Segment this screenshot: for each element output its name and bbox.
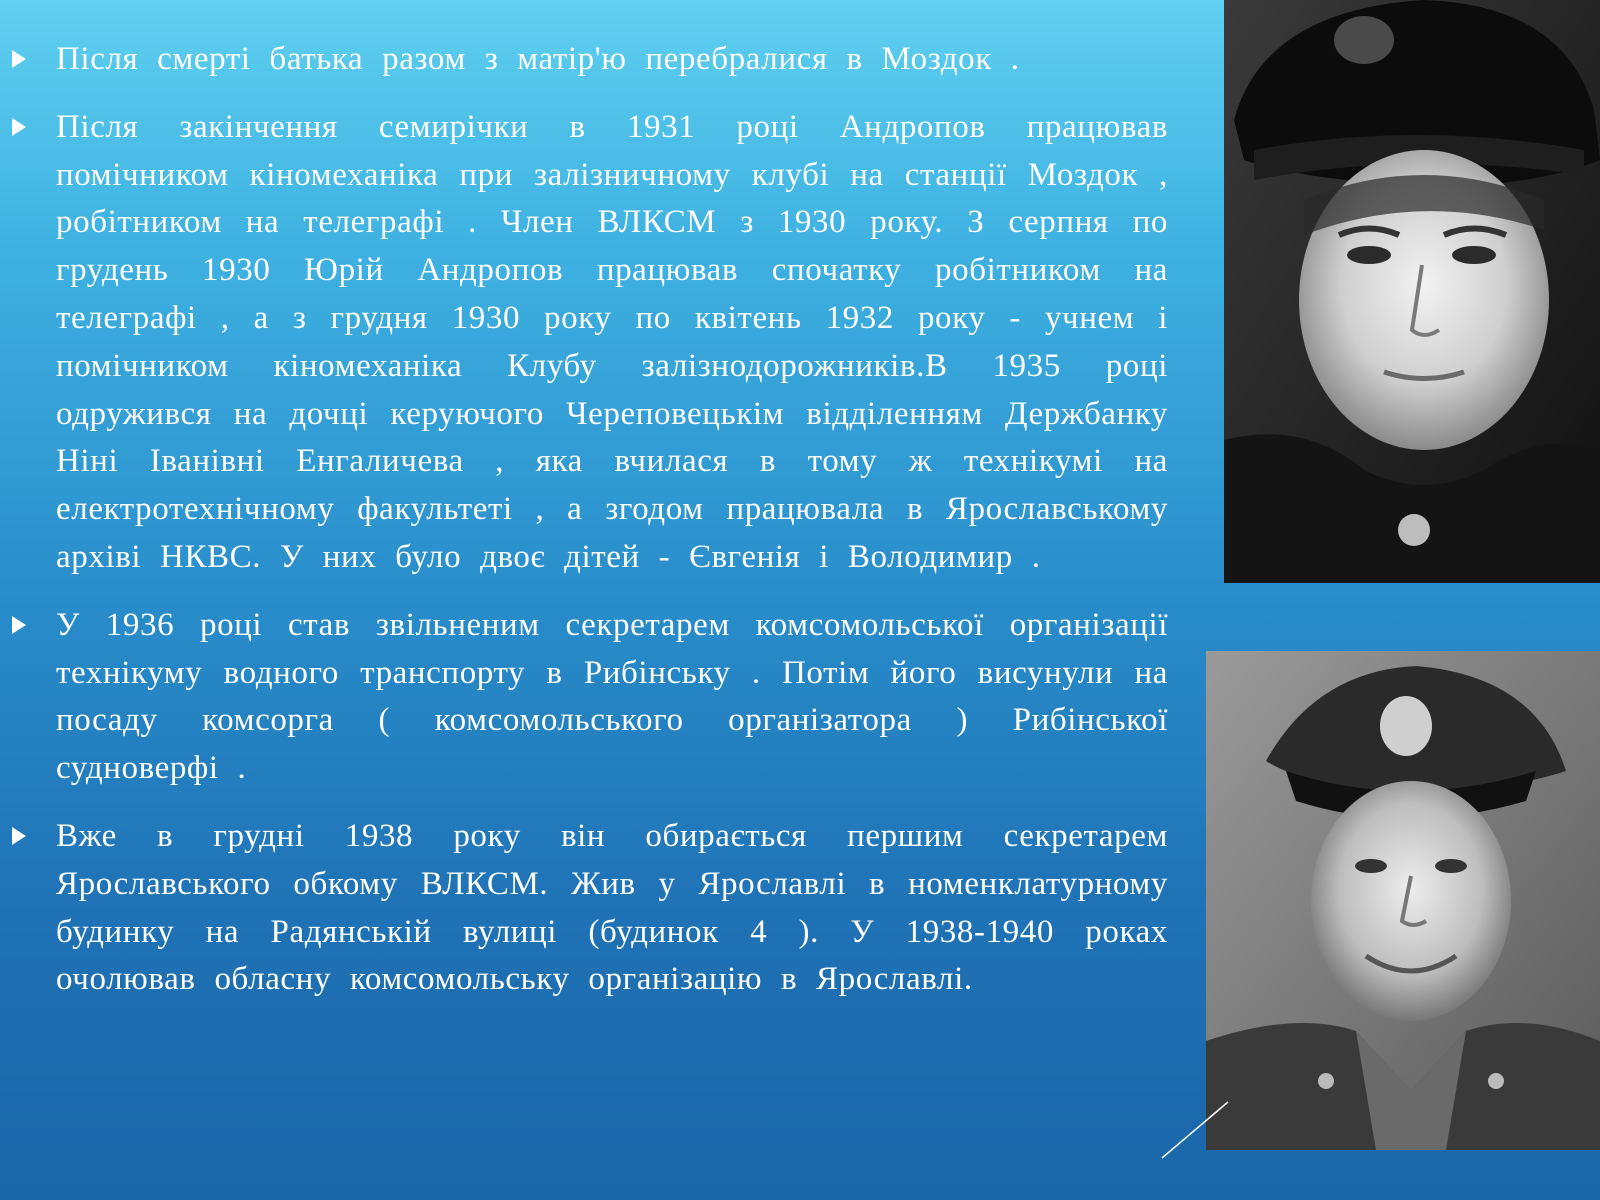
portrait-image	[1224, 0, 1600, 583]
bullet-text: Після смерті батька разом з матір'ю перебралися в Моздок .	[56, 41, 1020, 77]
bullet-item-4	[0, 813, 1190, 1004]
bullet-text: Вже в грудні 1938 року він обирається першим секретарем Ярославського обкому ВЛКСМ. Жив у Ярославлі в номенклатурному будинку на Радянській вулиці (будинок 4 ). У 1938-1940 роках очолював обласну комсомольську організацію в Ярославлі.	[56, 817, 1168, 998]
bullet-arrow-icon	[12, 827, 26, 845]
bullet-item-1	[0, 36, 1190, 84]
bullet-arrow-icon	[12, 616, 26, 634]
bullet-text: Після закінчення семирічки в 1931 році Андропов працював помічником кіномеханіка при залізничному клубі на станції Моздок , робітником на телеграфі . Член ВЛКСМ з 1930 року. З серпня по грудень 1930 Юрій Андропов працював спочатку робітником на телеграфі , а з грудня 1930 року по квітень 1932 року - учнем і помічником кіномеханіка Клубу залізнодорожників.В 1935 році одружився на дочці керуючого Череповецькім відділенням Держбанку Ніні Іванівні Енгаличева , яка вчилася в тому ж технікумі на електротехнічному факультеті , а згодом працювала в Ярославському архіві НКВС. У них було двоє дітей - Євгенія і Володимир .	[56, 108, 1168, 575]
bullet-item-3	[0, 602, 1190, 793]
decorative-line	[1160, 1100, 1230, 1160]
bullet-item-2	[0, 104, 1190, 582]
bullet-arrow-icon	[12, 50, 26, 68]
portrait-image	[1206, 651, 1600, 1150]
portrait-photo-bottom	[1206, 651, 1600, 1150]
portrait-photo-top	[1224, 0, 1600, 583]
bullet-text: У 1936 році став звільненим секретарем комсомольської організації технікуму водного транспорту в Рибінську . Потім його висунули на посаду комсорга ( комсомольського організатора ) Рибінської судноверфі .	[56, 606, 1168, 787]
bullet-list	[0, 36, 1190, 1024]
bullet-arrow-icon	[12, 118, 26, 136]
